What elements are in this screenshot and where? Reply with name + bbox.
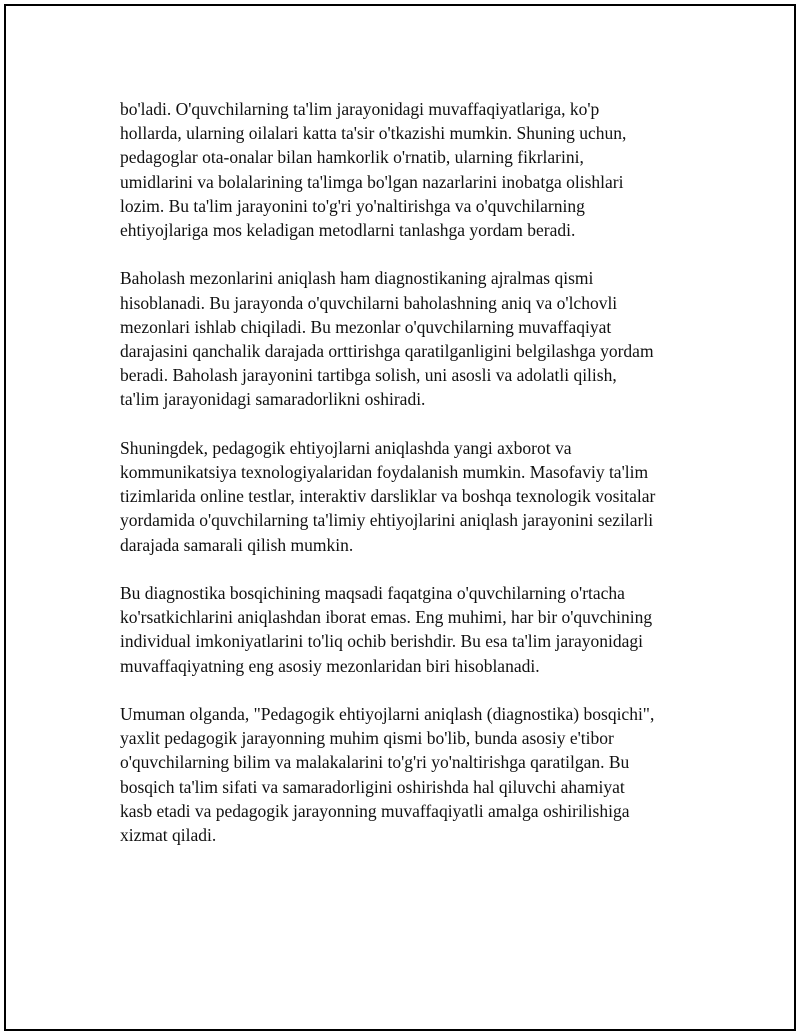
paragraph-assessment-criteria: Baholash mezonlarini aniqlash ham diagnostikaning ajralmas qismi hisoblanadi. Bu jarayonda o'quvchilarni baholashning aniq va o'lchovli mezonlari ishlab chiqiladi. Bu mezonlar o'quvchilarning muvaffaqiyat darajasini qanchalik darajada orttirishga qaratilganligini belgilashga yordam beradi. Baholash jarayonini tartibga solish, uni asosli va adolatli qilish, ta'lim jarayonidagi samaradorlikni oshiradi. bbox=[120, 268, 654, 410]
paragraph-conclusion: Umuman olganda, "Pedagogik ehtiyojlarni aniqlash (diagnostika) bosqichi", yaxlit pedagogik jarayonning muhim qismi bo'lib, bunda asosiy e'tibor o'quvchilarning bilim va malakalarini to'g'ri yo'naltirishga qaratilgan. Bu bosqich ta'lim sifati va samaradorligini oshirishda hal qiluvchi ahamiyat kasb etadi va pedagogik jarayonning muvaffaqiyatli amalga oshirilishiga xizmat qiladi. bbox=[120, 704, 655, 846]
paragraph-diagnostic-goal: Bu diagnostika bosqichining maqsadi faqatgina o'quvchilarning o'rtacha ko'rsatkichlarini aniqlashdan iborat emas. Eng muhimi, har bir o'quvchining individual imkoniyatlarini to'liq ochib berishdir. Bu esa ta'lim jarayonidagi muvaffaqiyatning eng asosiy mezonlaridan biri hisoblanadi. bbox=[120, 583, 653, 676]
document-body bbox=[120, 97, 700, 871]
paragraph-family-influence: bo'ladi. O'quvchilarning ta'lim jarayonidagi muvaffaqiyatlariga, ko'p hollarda, ularning oilalari katta ta'sir o'tkazishi mumkin. Shuning uchun, pedagoglar ota-onalar bilan hamkorlik o'rnatib, ularning fikrlarini, umidlarini va bolalarining ta'limga bo'lgan nazarlarini inobatga olishlari lozim. Bu ta'lim jarayonini to'g'ri yo'naltirishga va o'quvchilarning ehtiyojlariga mos keladigan metodlarni tanlashga yordam beradi. bbox=[120, 99, 627, 241]
page-frame bbox=[4, 4, 796, 1031]
paragraph-ict-tools: Shuningdek, pedagogik ehtiyojlarni aniqlashda yangi axborot va kommunikatsiya texnologiyalaridan foydalanish mumkin. Masofaviy ta'lim tizimlarida online testlar, interaktiv darsliklar va boshqa texnologik vositalar yordamida o'quvchilarning ta'limiy ehtiyojlarini aniqlash jarayonini sezilarli darajada samarali qilish mumkin. bbox=[120, 437, 656, 555]
